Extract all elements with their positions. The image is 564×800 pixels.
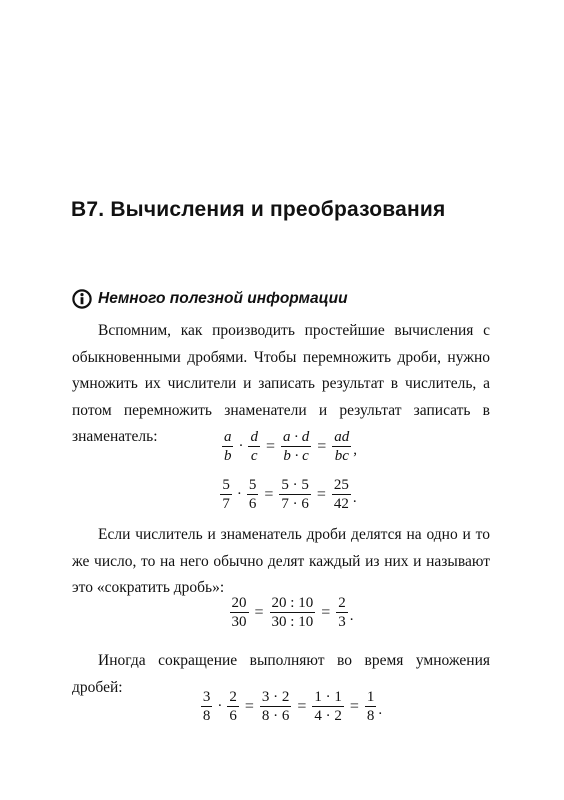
fraction: $\frac{3}{8}$ xyxy=(202,689,211,724)
fraction: $\frac{2}{6}$ xyxy=(229,689,237,724)
punctuation: . xyxy=(378,702,383,718)
equals-sign: = xyxy=(254,603,264,621)
times-sign: · xyxy=(236,486,242,502)
fraction: $\frac{25}{42}$ xyxy=(333,477,349,512)
equals-sign: = xyxy=(349,697,359,715)
equals-sign: = xyxy=(316,485,326,503)
fraction: $\frac{ad}{bc}$ xyxy=(334,429,350,464)
formula-general xyxy=(0,428,564,465)
fraction: $\frac{5}{6}$ xyxy=(248,477,257,512)
formula-multiplication-with-reduction xyxy=(0,688,564,725)
fraction: $\frac{2}{3}$ xyxy=(338,595,346,630)
info-title: Немного полезной информации xyxy=(98,290,348,307)
fraction: $\frac{a}{b}$ xyxy=(223,429,232,464)
formula-numeric-example xyxy=(0,476,564,513)
fraction: $\frac{5}{7}$ xyxy=(222,477,230,512)
fraction: $\frac{5 \cdot 5}{7 \cdot 6}$ xyxy=(281,477,309,512)
paragraph-reduction xyxy=(72,522,490,602)
equals-sign: = xyxy=(265,437,275,455)
punctuation: . xyxy=(352,490,357,506)
paragraph-text: Иногда сокращение выполняют во время умножения дробей: xyxy=(72,652,490,696)
fraction: $\frac{20}{30}$ xyxy=(231,595,247,630)
punctuation: . xyxy=(349,608,354,624)
paragraph-text: Если числитель и знаменатель дроби делятся на одно и то же число, то на него обычно делят каждый из них и называют это «сократить дробь»: xyxy=(72,526,490,596)
paragraph-text: Вспомним, как производить простейшие вычисления с обыкновенными дробями. Чтобы перемножить дроби, нужно умножить их числители и записать результат в числитель, а потом перемножить знаменатели и результат записать в знаменатель: xyxy=(72,322,490,445)
equals-sign: = xyxy=(297,697,307,715)
fraction: $\frac{20 : 10}{30 : 10}$ xyxy=(271,595,314,630)
info-heading xyxy=(72,286,348,312)
equals-sign: = xyxy=(264,485,274,503)
times-sign: · xyxy=(217,698,223,714)
fraction: $\frac{3 \cdot 2}{8 \cdot 6}$ xyxy=(261,689,290,724)
equals-sign: = xyxy=(321,603,331,621)
fraction: $\frac{1 \cdot 1}{4 \cdot 2}$ xyxy=(314,689,342,724)
fraction: $\frac{1}{8}$ xyxy=(366,689,375,724)
fraction: $\frac{a \cdot d}{b \cdot c}$ xyxy=(283,429,310,464)
times-sign: · xyxy=(238,438,244,454)
equals-sign: = xyxy=(317,437,327,455)
equals-sign: = xyxy=(244,697,254,715)
formula-reduction xyxy=(0,594,564,631)
fraction: $\frac{d}{c}$ xyxy=(250,429,258,464)
circled-i-icon xyxy=(72,289,92,309)
section-title: В7. Вычисления и преобразования xyxy=(71,198,446,221)
punctuation: , xyxy=(353,442,358,458)
